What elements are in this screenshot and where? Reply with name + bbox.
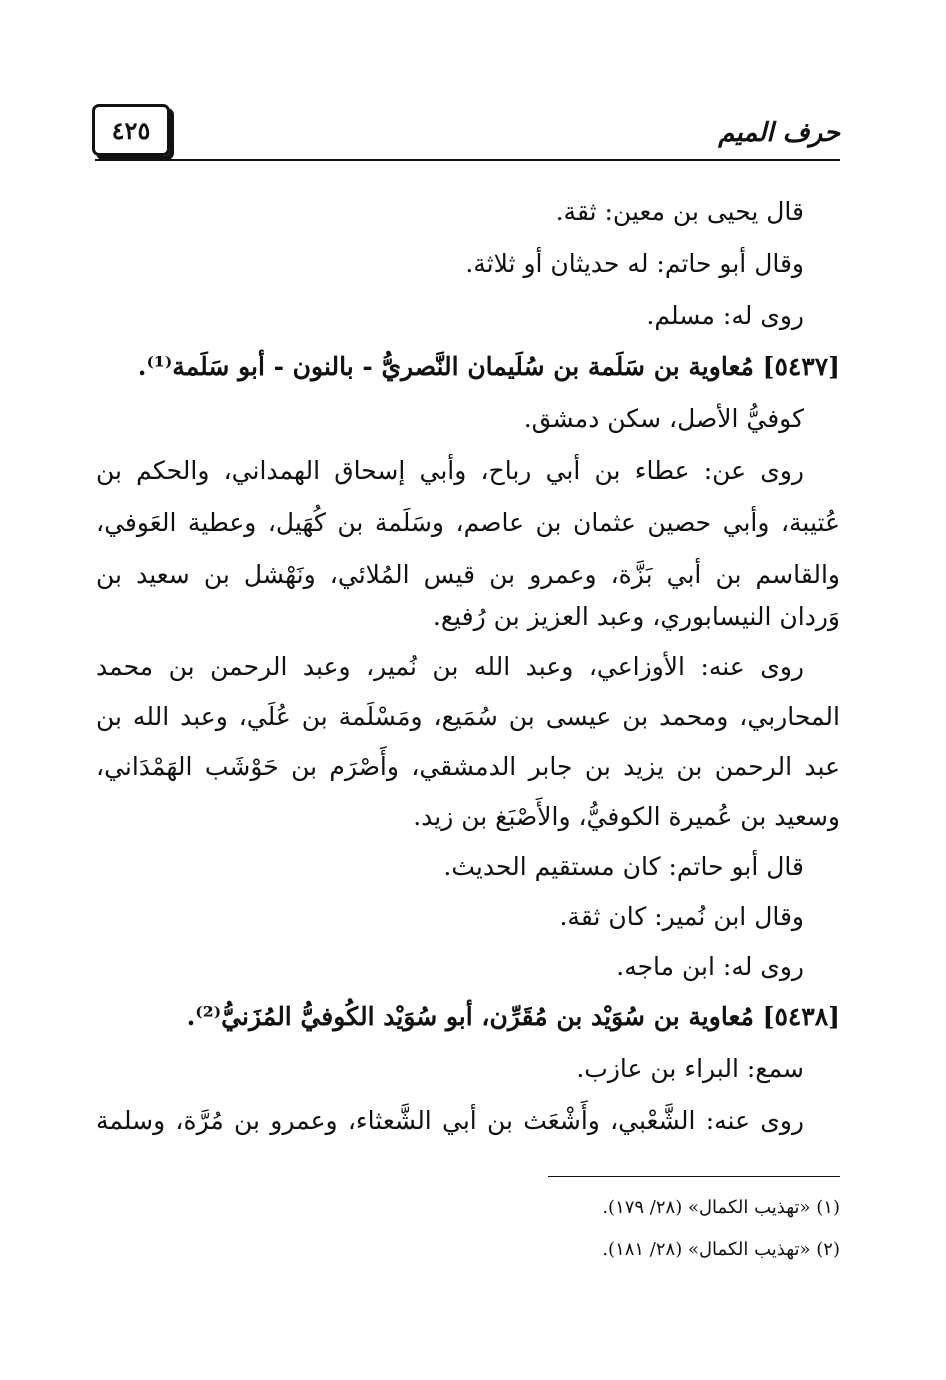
text-line: عبد الرحمن بن يزيد بن جابر الدمشقي، وأَصْرَم بن حَوْشَب الهَمْدَاني، — [96, 752, 840, 781]
text-line: المحاربي، ومحمد بن عيسى بن سُمَيع، ومَسْلَمة بن عُلَي، وعبد الله بن — [96, 702, 840, 731]
text-line: روى عن: عطاء بن أبي رباح، وأبي إسحاق الهمداني، والحكم بن — [96, 456, 804, 485]
footnote-rule — [548, 1176, 840, 1177]
entry-heading-5437: [٥٤٣٧] مُعاوية بن سَلَمة بن سُلَيمان النَّصريُّ - بالنون - أبو سَلَمة⁽¹⁾. — [137, 352, 840, 381]
text-line: روى عنه: الشَّعْبي، وأَشْعَث بن أبي الشَّعثاء، وعمرو بن مُرَّة، وسلمة — [96, 1106, 804, 1135]
text-line: عُتيبة، وأبي حصين عثمان بن عاصم، وسَلَمة بن كُهَيل، وعطية العَوفي، — [96, 508, 840, 537]
text-line: وقال ابن نُمير: كان ثقة. — [559, 902, 804, 931]
text-line: وسعيد بن عُميرة الكوفيُّ، والأَصْبَغ بن زيد. — [413, 802, 840, 831]
text-line: روى له: ابن ماجه. — [616, 952, 804, 981]
text-line: روى عنه: الأوزاعي، وعبد الله بن نُمير، وعبد الرحمن بن محمد — [96, 652, 804, 681]
text-line: قال يحيى بن معين: ثقة. — [555, 197, 804, 226]
entry-heading-5438: [٥٤٣٨] مُعاوية بن سُوَيْد بن مُقَرِّن، أبو سُوَيْد الكُوفيُّ المُزَنيُّ⁽²⁾. — [186, 1002, 840, 1031]
page-number-box — [92, 104, 170, 156]
text-line: وَردان النيسابوري، وعبد العزيز بن رُفيع. — [432, 602, 840, 631]
text-line: قال أبو حاتم: كان مستقيم الحديث. — [443, 852, 804, 881]
footnote-1: (١) «تهذيب الكمال» (٢٨/ ١٧٩). — [602, 1197, 840, 1218]
running-header-title: حرف الميم — [718, 118, 840, 148]
text-line: سمع: البراء بن عازب. — [576, 1054, 804, 1083]
header-rule — [95, 159, 840, 161]
text-line: والقاسم بن أبي بَزَّة، وعمرو بن قيس المُلائي، ونَهْشل بن سعيد بن — [96, 560, 840, 589]
text-line: كوفيُّ الأصل، سكن دمشق. — [523, 404, 804, 433]
text-line: روى له: مسلم. — [646, 301, 804, 330]
text-line: وقال أبو حاتم: له حديثان أو ثلاثة. — [465, 249, 804, 278]
footnote-2: (٢) «تهذيب الكمال» (٢٨/ ١٨١). — [602, 1239, 840, 1260]
page-number: ٤٢٥ — [111, 116, 151, 145]
